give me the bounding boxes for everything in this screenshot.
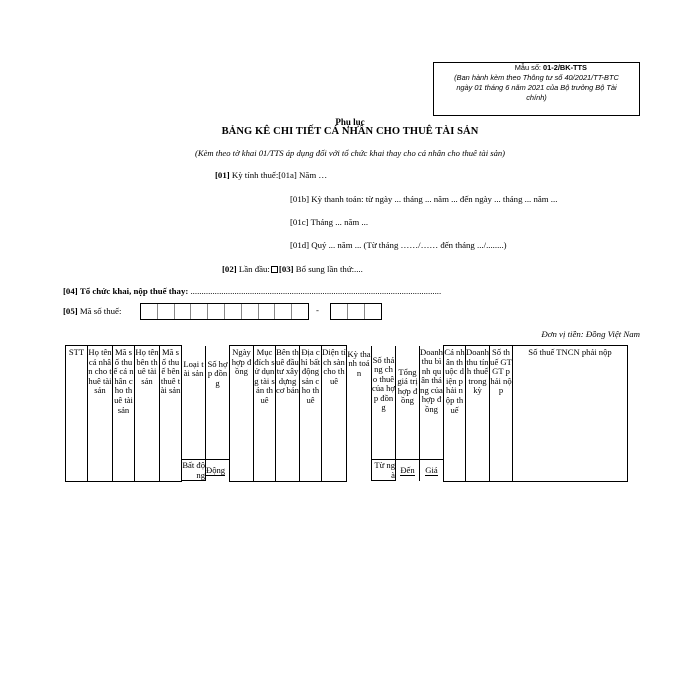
col-lessor-name: Họ tên cá nhân cho thuê tài sản	[88, 346, 113, 482]
col-contract-no: Số hợp đồng	[206, 346, 230, 460]
field-01c[interactable]: [01c] Tháng ... năm ...	[290, 217, 369, 227]
detail-table	[65, 345, 628, 482]
field-01-label: Kỳ tính thuế:	[231, 170, 279, 180]
col-property-address: Địa chỉ bất động sản cho thuê	[300, 346, 322, 482]
field-04-label: Tổ chức khai, nộp thuế thay:	[79, 286, 189, 296]
col-pit-payable: Số thuế TNCN phải nộp	[513, 346, 628, 482]
field-04-code: [04]	[63, 286, 78, 296]
tax-code-branch-input[interactable]	[330, 303, 382, 320]
field-05-code: [05]	[63, 306, 78, 316]
sub-gia: Giá	[420, 460, 444, 482]
col-contract-total: Tổng giá trị hợp đồng	[396, 346, 420, 460]
col-avg-monthly-revenue: Doanh thu bình quân tháng của hợp đồng	[420, 346, 444, 460]
field-05-row	[63, 306, 121, 316]
tax-code-dash: -	[316, 305, 319, 315]
form-issued-line2: ngày 01 tháng 6 năm 2021 của Bộ trưởng Bộ Tài	[456, 83, 617, 92]
field-02-label: Lần đầu:	[238, 264, 270, 274]
form-code-label: Mẫu số:	[514, 63, 541, 72]
tax-code-main-input[interactable]	[140, 303, 309, 320]
form-code-box	[433, 62, 640, 116]
col-lessor-tax-code: Mã số thuế cá nhân cho thuê tài sản	[113, 346, 135, 482]
field-02-03-row	[222, 264, 363, 274]
col-taxable-revenue: Doanh thu tính thuế trong kỳ	[466, 346, 490, 482]
col-stt: STT	[66, 346, 88, 482]
col-lease-months: Số tháng cho thuê của hợp đồng	[372, 346, 396, 460]
col-lessee-name: Họ tên bên thuê tài sản	[135, 346, 160, 482]
col-usage-purpose: Mục đích sử dụng tài sản thuê	[254, 346, 276, 482]
col-floor-area: Diện tích sàn cho thuê	[322, 346, 347, 482]
field-05-label: Mã số thuế:	[79, 306, 122, 316]
field-01-code: [01]	[215, 170, 230, 180]
sub-den: Đến	[396, 460, 420, 482]
field-01d[interactable]: [01d] Quý ... năm ... (Từ tháng ……/…… đến tháng .../........)	[290, 240, 507, 250]
sub-dong: Động	[206, 460, 230, 482]
field-01a[interactable]: [01a] Năm …	[278, 170, 328, 180]
field-03-label[interactable]: Bổ sung lần thứ:....	[295, 264, 363, 274]
field-01b[interactable]: [01b] Kỳ thanh toán: từ ngày ... tháng ... năm ... đến ngày ... tháng ... năm ...	[290, 194, 558, 204]
form-issued-line3: chính)	[526, 93, 547, 102]
page-subtitle: (Kèm theo tờ khai 01/TTS áp dụng đối với tổ chức khai thay cho cá nhân cho thuê tài sản)	[194, 148, 506, 158]
col-payment-period: Kỳ thanh toán	[347, 346, 372, 460]
form-code-value: 01-2/BK-TTS	[543, 63, 587, 72]
form-issued-line1: (Ban hành kèm theo Thông tư số 40/2021/TT-BTC	[454, 73, 619, 82]
field-02-code: [02]	[222, 264, 237, 274]
col-vat-payable: Số thuế GTGT phải nộp	[490, 346, 513, 482]
sub-bat-dong: Bất động	[182, 460, 205, 480]
first-time-checkbox[interactable]	[271, 266, 278, 273]
page-title: BẢNG KÊ CHI TIẾT CÁ NHÂN CHO THUÊ TÀI SẢN	[221, 126, 479, 137]
field-04-input[interactable]: ..................................................................................................................	[188, 286, 442, 296]
phu-luc-heading: Phụ lục	[335, 117, 365, 127]
field-03-code: [03]	[278, 264, 294, 274]
col-taxable-individual: Cá nhân thuộc diện phải nộp thuế	[444, 346, 466, 482]
sub-tu-ngay: Từ ngà	[372, 460, 396, 482]
col-contract-date: Ngày hợp đồng	[230, 346, 254, 482]
col-lessee-tax-code: Mã số thuế bên thuê tài sản	[160, 346, 182, 482]
field-04-row	[63, 286, 441, 296]
table-header-row	[66, 346, 628, 460]
field-01-row	[215, 170, 327, 180]
col-lessee-investment: Bên thuê đầu tư xây dựng cơ bản	[276, 346, 300, 482]
sub-empty-1	[347, 460, 372, 482]
col-asset-type: Loại tài sản	[182, 346, 206, 460]
currency-unit: Đơn vị tiền: Đồng Việt Nam	[541, 329, 640, 339]
